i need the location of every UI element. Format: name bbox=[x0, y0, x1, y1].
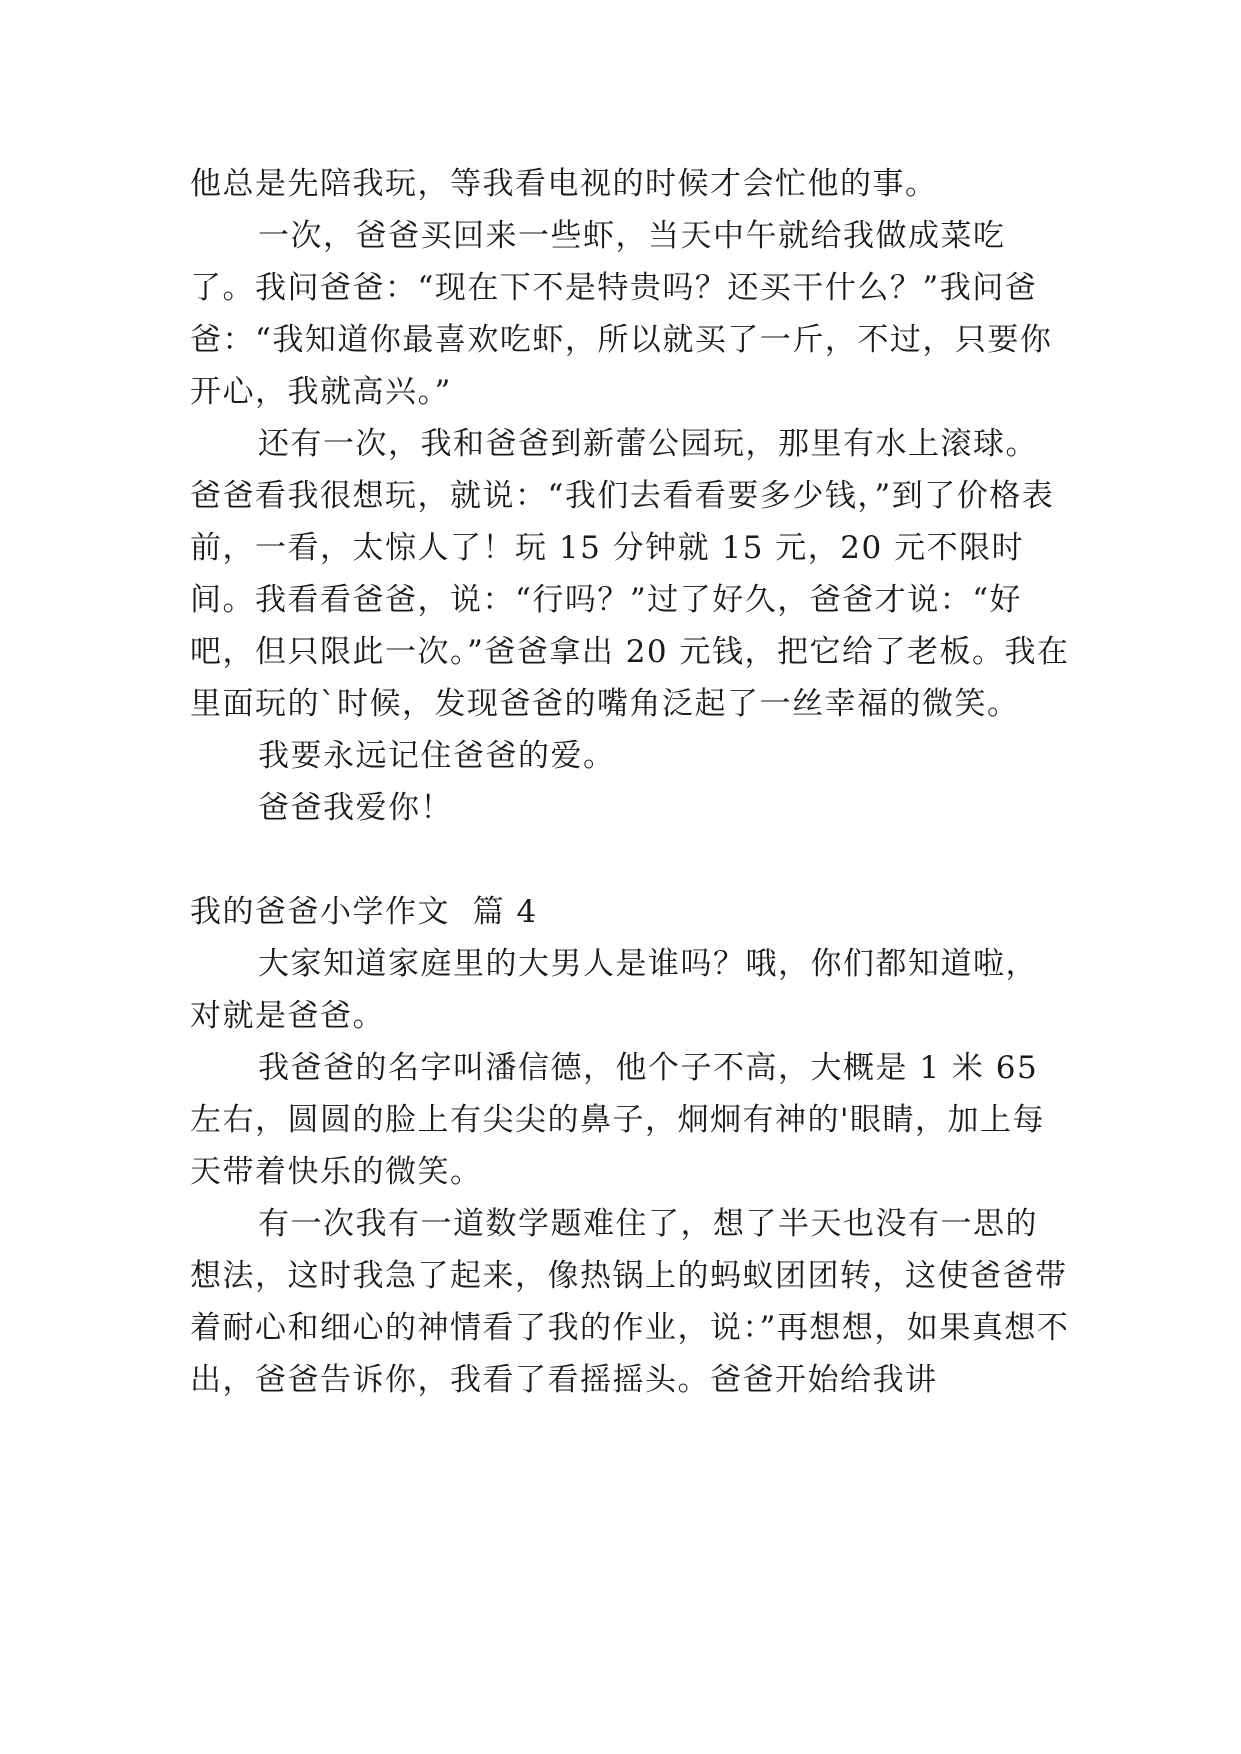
paragraph-6: 大家知道家庭里的大男人是谁吗？哦，你们都知道啦，对就是爸爸。 bbox=[190, 946, 1038, 1034]
section-heading: 我的爸爸小学作文 篇 4 bbox=[190, 894, 538, 930]
paragraph-4: 我要永远记住爸爸的爱。 bbox=[258, 738, 616, 774]
paragraph-2: 一次，爸爸买回来一些虾，当天中午就给我做成菜吃了。我问爸爸：“现在下不是特贵吗？还买干什么？”我问爸爸：“我知道你最喜欢吃虾，所以就买了一斤，不过，只要你开心，我就高兴。” bbox=[190, 218, 1053, 410]
section-spacer bbox=[190, 834, 1070, 886]
paragraph-3: 还有一次，我和爸爸到新蕾公园玩，那里有水上滚球。爸爸看我很想玩，就说：“我们去看看要多少钱，”到了价格表前，一看，太惊人了！玩 15 分钟就 15 元，20 元不限时间。我看看爸爸，说：“行吗？”过了好久，爸爸才说：“好吧，但只限此一次。”爸爸拿出 20 元钱，把它给了老板。我在里面玩的`时候，发现爸爸的嘴角泛起了一丝幸福的微笑。 bbox=[190, 426, 1070, 722]
paragraph-8: 有一次我有一道数学题难住了，想了半天也没有一思的想法，这时我急了起来，像热锅上的蚂蚁团团转，这使爸爸带着耐心和细心的神情看了我的作业，说：”再想想，如果真想不出，爸爸告诉你，我看了看摇摇头。爸爸开始给我讲 bbox=[190, 1206, 1070, 1398]
paragraph-7: 我爸爸的名字叫潘信德，他个子不高，大概是 1 米 65 左右，圆圆的脸上有尖尖的鼻子，炯炯有神的'眼睛，加上每天带着快乐的微笑。 bbox=[190, 1050, 1046, 1190]
paragraph-5: 爸爸我爱你！ bbox=[258, 790, 453, 826]
paragraph-1: 他总是先陪我玩，等我看电视的时候才会忙他的事。 bbox=[190, 166, 938, 202]
document-body bbox=[190, 158, 1070, 1406]
